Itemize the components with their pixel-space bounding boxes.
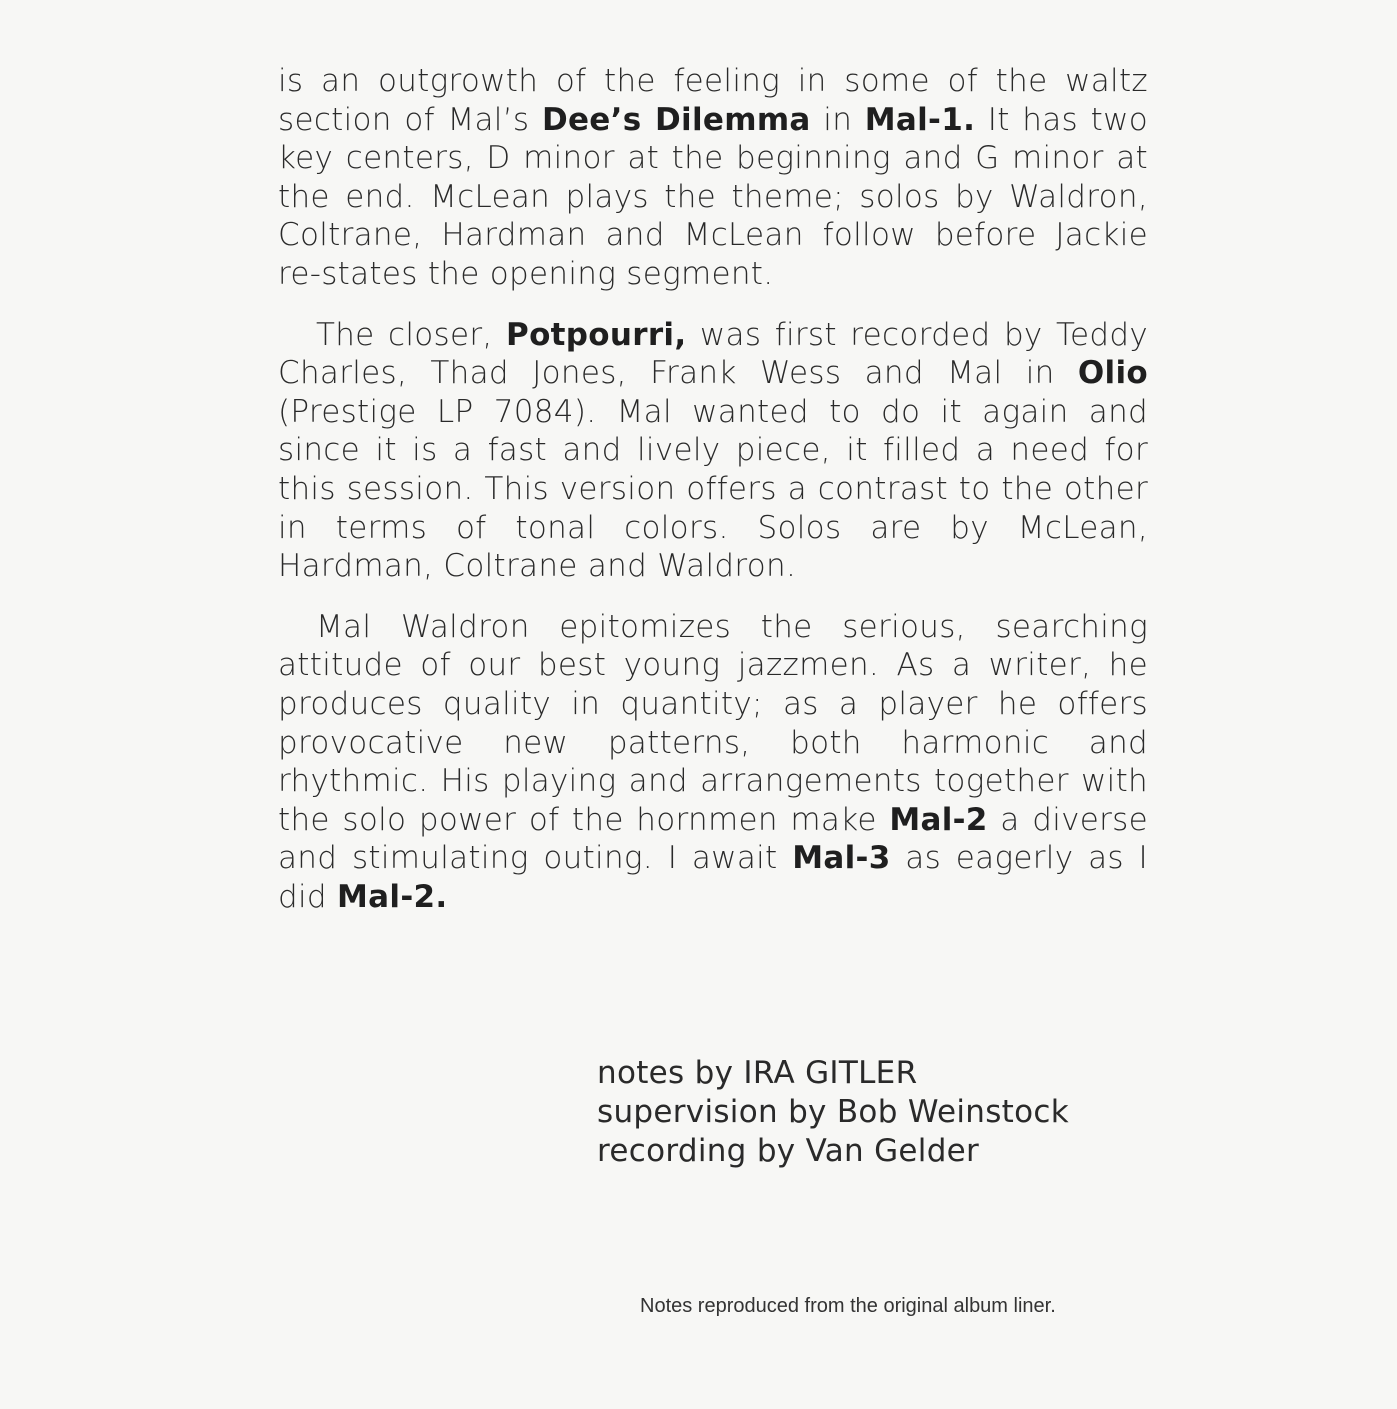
text-run: is an outgrowth of the feeling in some of the waltz section of Mal’s bbox=[278, 63, 1148, 138]
text-run: as eagerly as I did bbox=[278, 840, 1148, 915]
liner-notes-body bbox=[278, 62, 1148, 916]
footer-note: Notes reproduced from the original album liner. bbox=[640, 1295, 1056, 1317]
title-potpourri: Potpourri, bbox=[506, 316, 687, 353]
credit-supervision: supervision by Bob Weinstock bbox=[597, 1094, 1069, 1130]
text-run: was first recorded by Teddy Charles, Thad Jones, Frank Wess and Mal in bbox=[278, 316, 1148, 392]
paragraph-potpourri bbox=[278, 316, 1148, 586]
text-run: a diverse and stimulating outing. I await bbox=[278, 801, 1148, 877]
credit-notes: notes by IRA GITLER bbox=[597, 1055, 918, 1091]
text-run: Mal Waldron epitomizes the serious, searching attitude of our best young jazzmen. As a writer, he produces quality in quantity; as a player he offers provocative new patterns, both harmonic and rhythmic. His playing and arrangements together with the solo power of the hornmen make bbox=[278, 608, 1148, 838]
text-run: (Prestige LP 7084). Mal wanted to do it again and since it is a fast and lively piece, it filled a need for this session. This version offers a contrast to the other in terms of tonal colors. Solos are by McLean, Hardman, Coltrane and Waldron. bbox=[278, 393, 1148, 585]
text-run: The closer, bbox=[316, 316, 507, 353]
title-dees-dilemma: Dee’s Dilemma bbox=[541, 101, 811, 138]
credits-block bbox=[597, 1054, 1157, 1171]
title-mal-3: Mal-3 bbox=[792, 840, 891, 877]
text-run: in bbox=[810, 101, 865, 138]
title-mal-2: Mal-2 bbox=[889, 801, 988, 838]
title-mal-1: Mal-1. bbox=[864, 101, 976, 138]
title-mal-2-final: Mal-2. bbox=[337, 878, 448, 915]
credit-recording: recording by Van Gelder bbox=[597, 1133, 980, 1169]
title-olio: Olio bbox=[1077, 355, 1148, 392]
text-run: It has two key centers, D minor at the beginning and G minor at the end. McLean plays the theme; solos by Waldron, Coltrane, Hardman and McLean follow before Jackie re-states the opening segment. bbox=[278, 101, 1148, 292]
paragraph-dees-dilemma bbox=[278, 62, 1148, 294]
paragraph-conclusion bbox=[278, 608, 1148, 917]
